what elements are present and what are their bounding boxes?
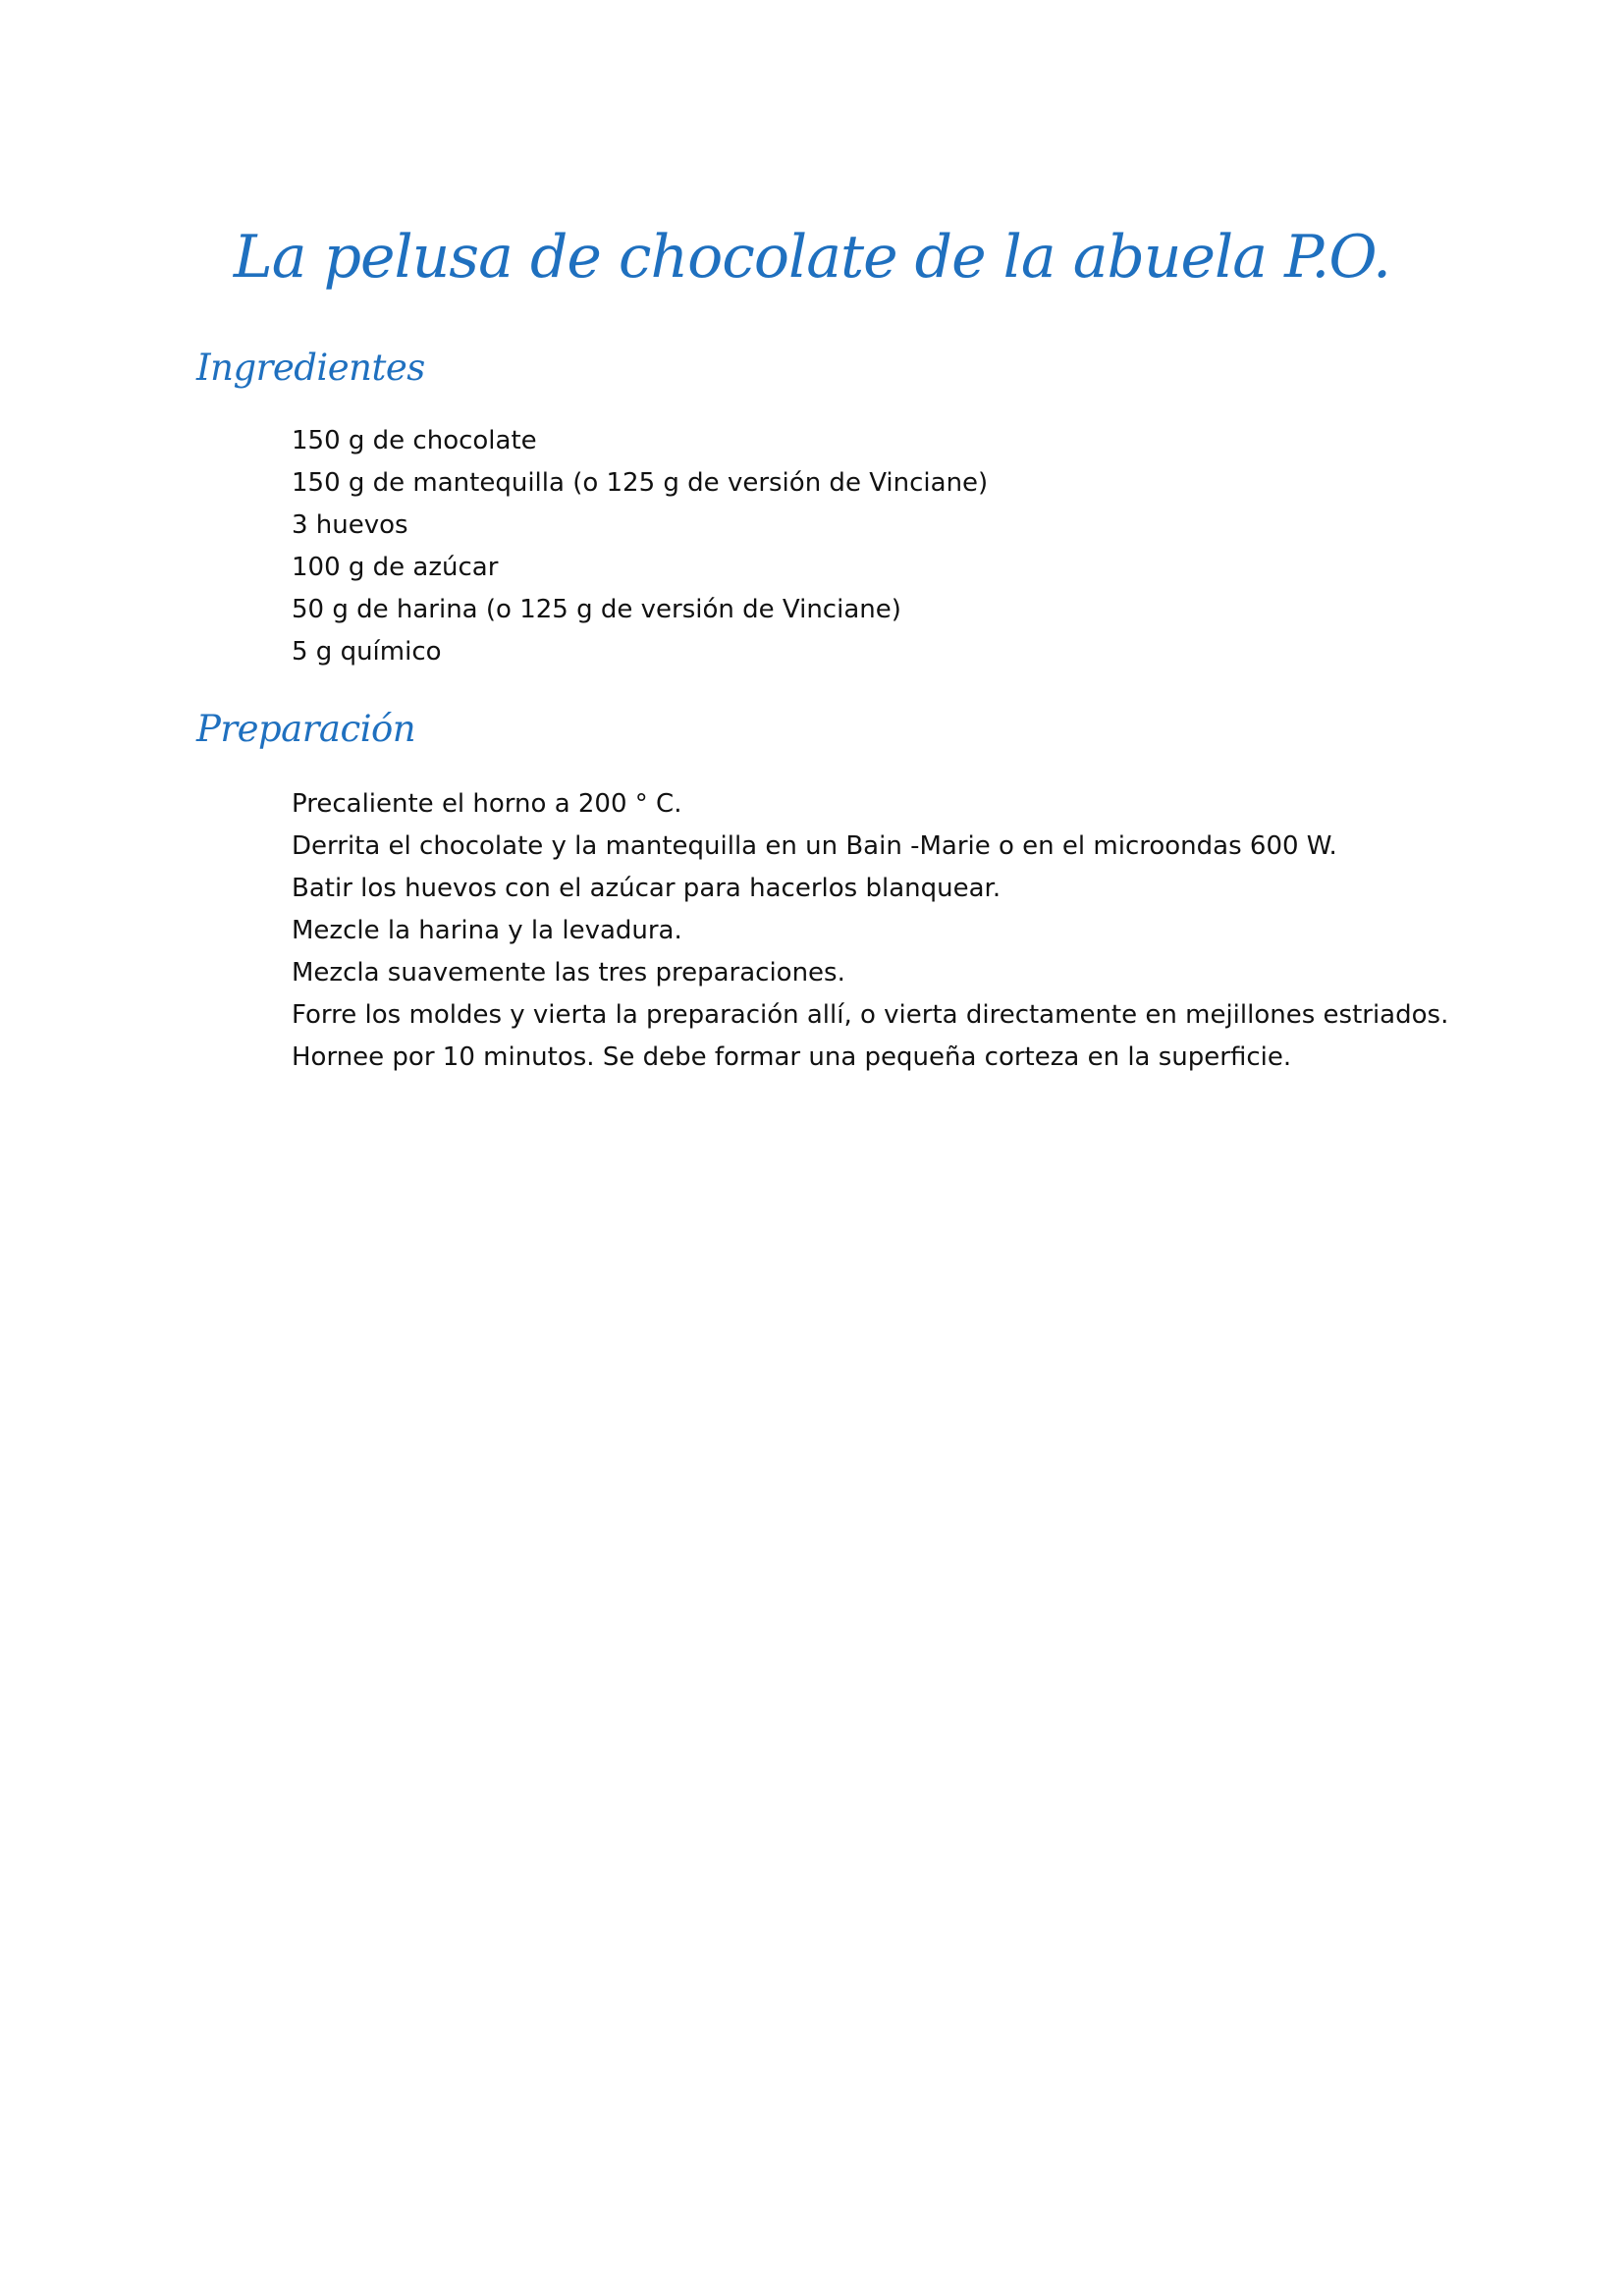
ingredient-item: 5 g químico	[292, 637, 442, 667]
document-title: La pelusa de chocolate de la abuela P.O.	[233, 223, 1391, 292]
ingredient-item: 150 g de chocolate	[292, 426, 537, 455]
ingredient-item: 50 g de harina (o 125 g de versión de Vinciane)	[292, 595, 901, 624]
preparation-step: Forre los moldes y vierta la preparación allí, o vierta directamente en mejillones estriados.	[292, 1000, 1449, 1030]
ingredient-item: 100 g de azúcar	[292, 553, 499, 582]
preparation-step: Precaliente el horno a 200 ° C.	[292, 789, 682, 819]
preparation-step: Mezcla suavemente las tres preparaciones.	[292, 958, 845, 988]
preparation-step: Mezcle la harina y la levadura.	[292, 916, 682, 945]
ingredient-item: 150 g de mantequilla (o 125 g de versión de Vinciane)	[292, 468, 989, 498]
ingredient-item: 3 huevos	[292, 510, 408, 540]
preparation-step: Batir los huevos con el azúcar para hacerlos blanquear.	[292, 874, 1001, 903]
preparation-step: Derrita el chocolate y la mantequilla en un Bain -Marie o en el microondas 600 W.	[292, 831, 1337, 861]
preparation-steps-list	[292, 783, 1448, 1079]
preparation-step: Hornee por 10 minutos. Se debe formar una pequeña corteza en la superficie.	[292, 1042, 1292, 1072]
ingredients-heading: Ingredientes	[196, 347, 425, 389]
preparation-heading: Preparación	[196, 708, 416, 750]
ingredients-list	[292, 420, 988, 673]
